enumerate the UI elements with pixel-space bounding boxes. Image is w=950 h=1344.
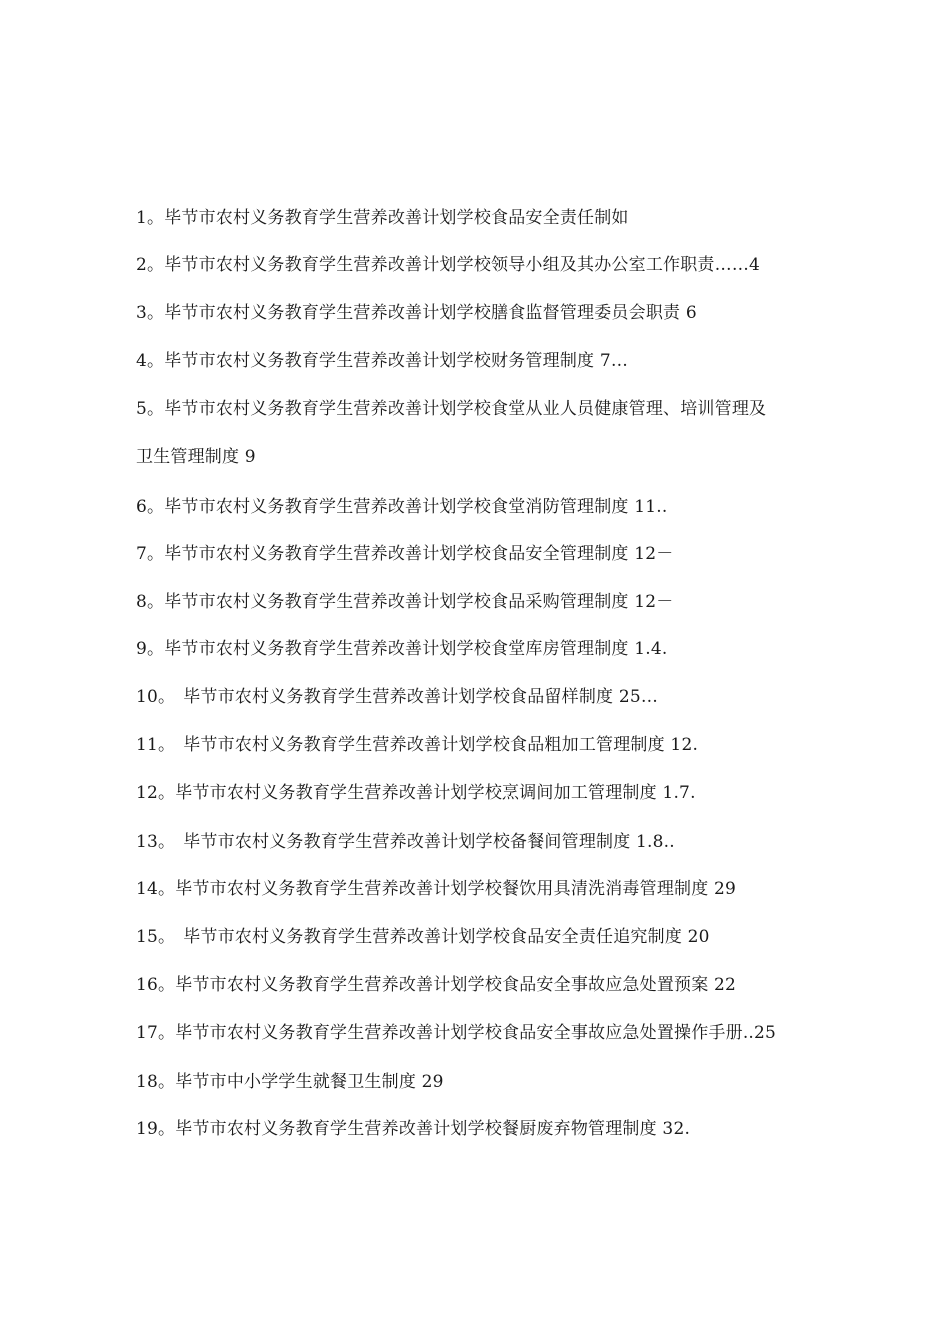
toc-title: 毕节市农村义务教育学生营养改善计划学校食品安全责任制如 bbox=[164, 208, 629, 228]
toc-title: 毕节市农村义务教育学生营养改善计划学校食品安全责任追究制度 20 bbox=[183, 927, 710, 947]
toc-number: 8。 bbox=[136, 592, 165, 612]
toc-title: 毕节市农村义务教育学生营养改善计划学校食堂从业人员健康管理、培训管理及 bbox=[164, 399, 767, 419]
toc-entry-18 bbox=[136, 1070, 444, 1094]
toc-number: 4。 bbox=[136, 351, 165, 371]
toc-entry-1 bbox=[136, 206, 629, 230]
toc-number: 12。 bbox=[136, 783, 176, 803]
toc-number: 9。 bbox=[136, 639, 165, 659]
toc-entry-19 bbox=[136, 1117, 690, 1141]
toc-entry-5-continued bbox=[136, 445, 256, 469]
toc-number: 17。 bbox=[136, 1023, 176, 1043]
toc-entry-9 bbox=[136, 637, 667, 661]
toc-entry-7 bbox=[136, 542, 673, 566]
toc-entry-11 bbox=[136, 733, 698, 757]
toc-title: 毕节市中小学学生就餐卫生制度 29 bbox=[175, 1072, 444, 1092]
toc-title: 毕节市农村义务教育学生营养改善计划学校餐厨废弃物管理制度 32. bbox=[175, 1119, 691, 1139]
toc-entry-4 bbox=[136, 349, 628, 373]
toc-number: 14。 bbox=[136, 879, 176, 899]
toc-entry-16 bbox=[136, 973, 736, 997]
toc-number: 16。 bbox=[136, 975, 176, 995]
toc-title: 毕节市农村义务教育学生营养改善计划学校餐饮用具清洗消毒管理制度 29 bbox=[175, 879, 737, 899]
toc-number: 18。 bbox=[136, 1072, 176, 1092]
toc-number: 5。 bbox=[136, 399, 165, 419]
toc-entry-14 bbox=[136, 877, 736, 901]
toc-entry-12 bbox=[136, 781, 696, 805]
toc-title: 毕节市农村义务教育学生营养改善计划学校食品粗加工管理制度 12. bbox=[183, 735, 699, 755]
toc-entry-6 bbox=[136, 495, 667, 519]
toc-entry-2 bbox=[136, 253, 760, 277]
toc-number: 3。 bbox=[136, 303, 165, 323]
toc-title: 毕节市农村义务教育学生营养改善计划学校备餐间管理制度 1.8.. bbox=[183, 832, 675, 852]
toc-title: 毕节市农村义务教育学生营养改善计划学校烹调间加工管理制度 1.7. bbox=[175, 783, 696, 803]
toc-number: 7。 bbox=[136, 544, 165, 564]
toc-entry-5 bbox=[136, 397, 766, 421]
toc-title: 毕节市农村义务教育学生营养改善计划学校食品安全管理制度 12－ bbox=[164, 544, 674, 564]
toc-title: 卫生管理制度 9 bbox=[136, 447, 256, 467]
toc-title: 毕节市农村义务教育学生营养改善计划学校财务管理制度 7… bbox=[164, 351, 629, 371]
toc-title: 毕节市农村义务教育学生营养改善计划学校膳食监督管理委员会职责 6 bbox=[164, 303, 697, 323]
toc-number: 19。 bbox=[136, 1119, 176, 1139]
toc-number: 15。 bbox=[136, 927, 176, 947]
toc-title: 毕节市农村义务教育学生营养改善计划学校食品安全事故应急处置操作手册..25 bbox=[175, 1023, 777, 1043]
toc-number: 10。 bbox=[136, 687, 176, 707]
toc-title: 毕节市农村义务教育学生营养改善计划学校食品留样制度 25… bbox=[183, 687, 659, 707]
toc-number: 1。 bbox=[136, 208, 165, 228]
toc-number: 2。 bbox=[136, 255, 165, 275]
toc-title: 毕节市农村义务教育学生营养改善计划学校领导小组及其办公室工作职责……4 bbox=[164, 255, 761, 275]
toc-entry-15 bbox=[136, 925, 710, 949]
toc-title: 毕节市农村义务教育学生营养改善计划学校食堂库房管理制度 1.4. bbox=[164, 639, 668, 659]
toc-entry-10 bbox=[136, 685, 658, 709]
toc-title: 毕节市农村义务教育学生营养改善计划学校食品采购管理制度 12－ bbox=[164, 592, 674, 612]
toc-entry-8 bbox=[136, 590, 673, 614]
toc-title: 毕节市农村义务教育学生营养改善计划学校食品安全事故应急处置预案 22 bbox=[175, 975, 737, 995]
toc-title: 毕节市农村义务教育学生营养改善计划学校食堂消防管理制度 11.. bbox=[164, 497, 668, 517]
toc-number: 13。 bbox=[136, 832, 176, 852]
toc-entry-17 bbox=[136, 1021, 776, 1045]
toc-number: 6。 bbox=[136, 497, 165, 517]
toc-entry-3 bbox=[136, 301, 697, 325]
toc-entry-13 bbox=[136, 830, 675, 854]
toc-number: 11。 bbox=[136, 735, 176, 755]
